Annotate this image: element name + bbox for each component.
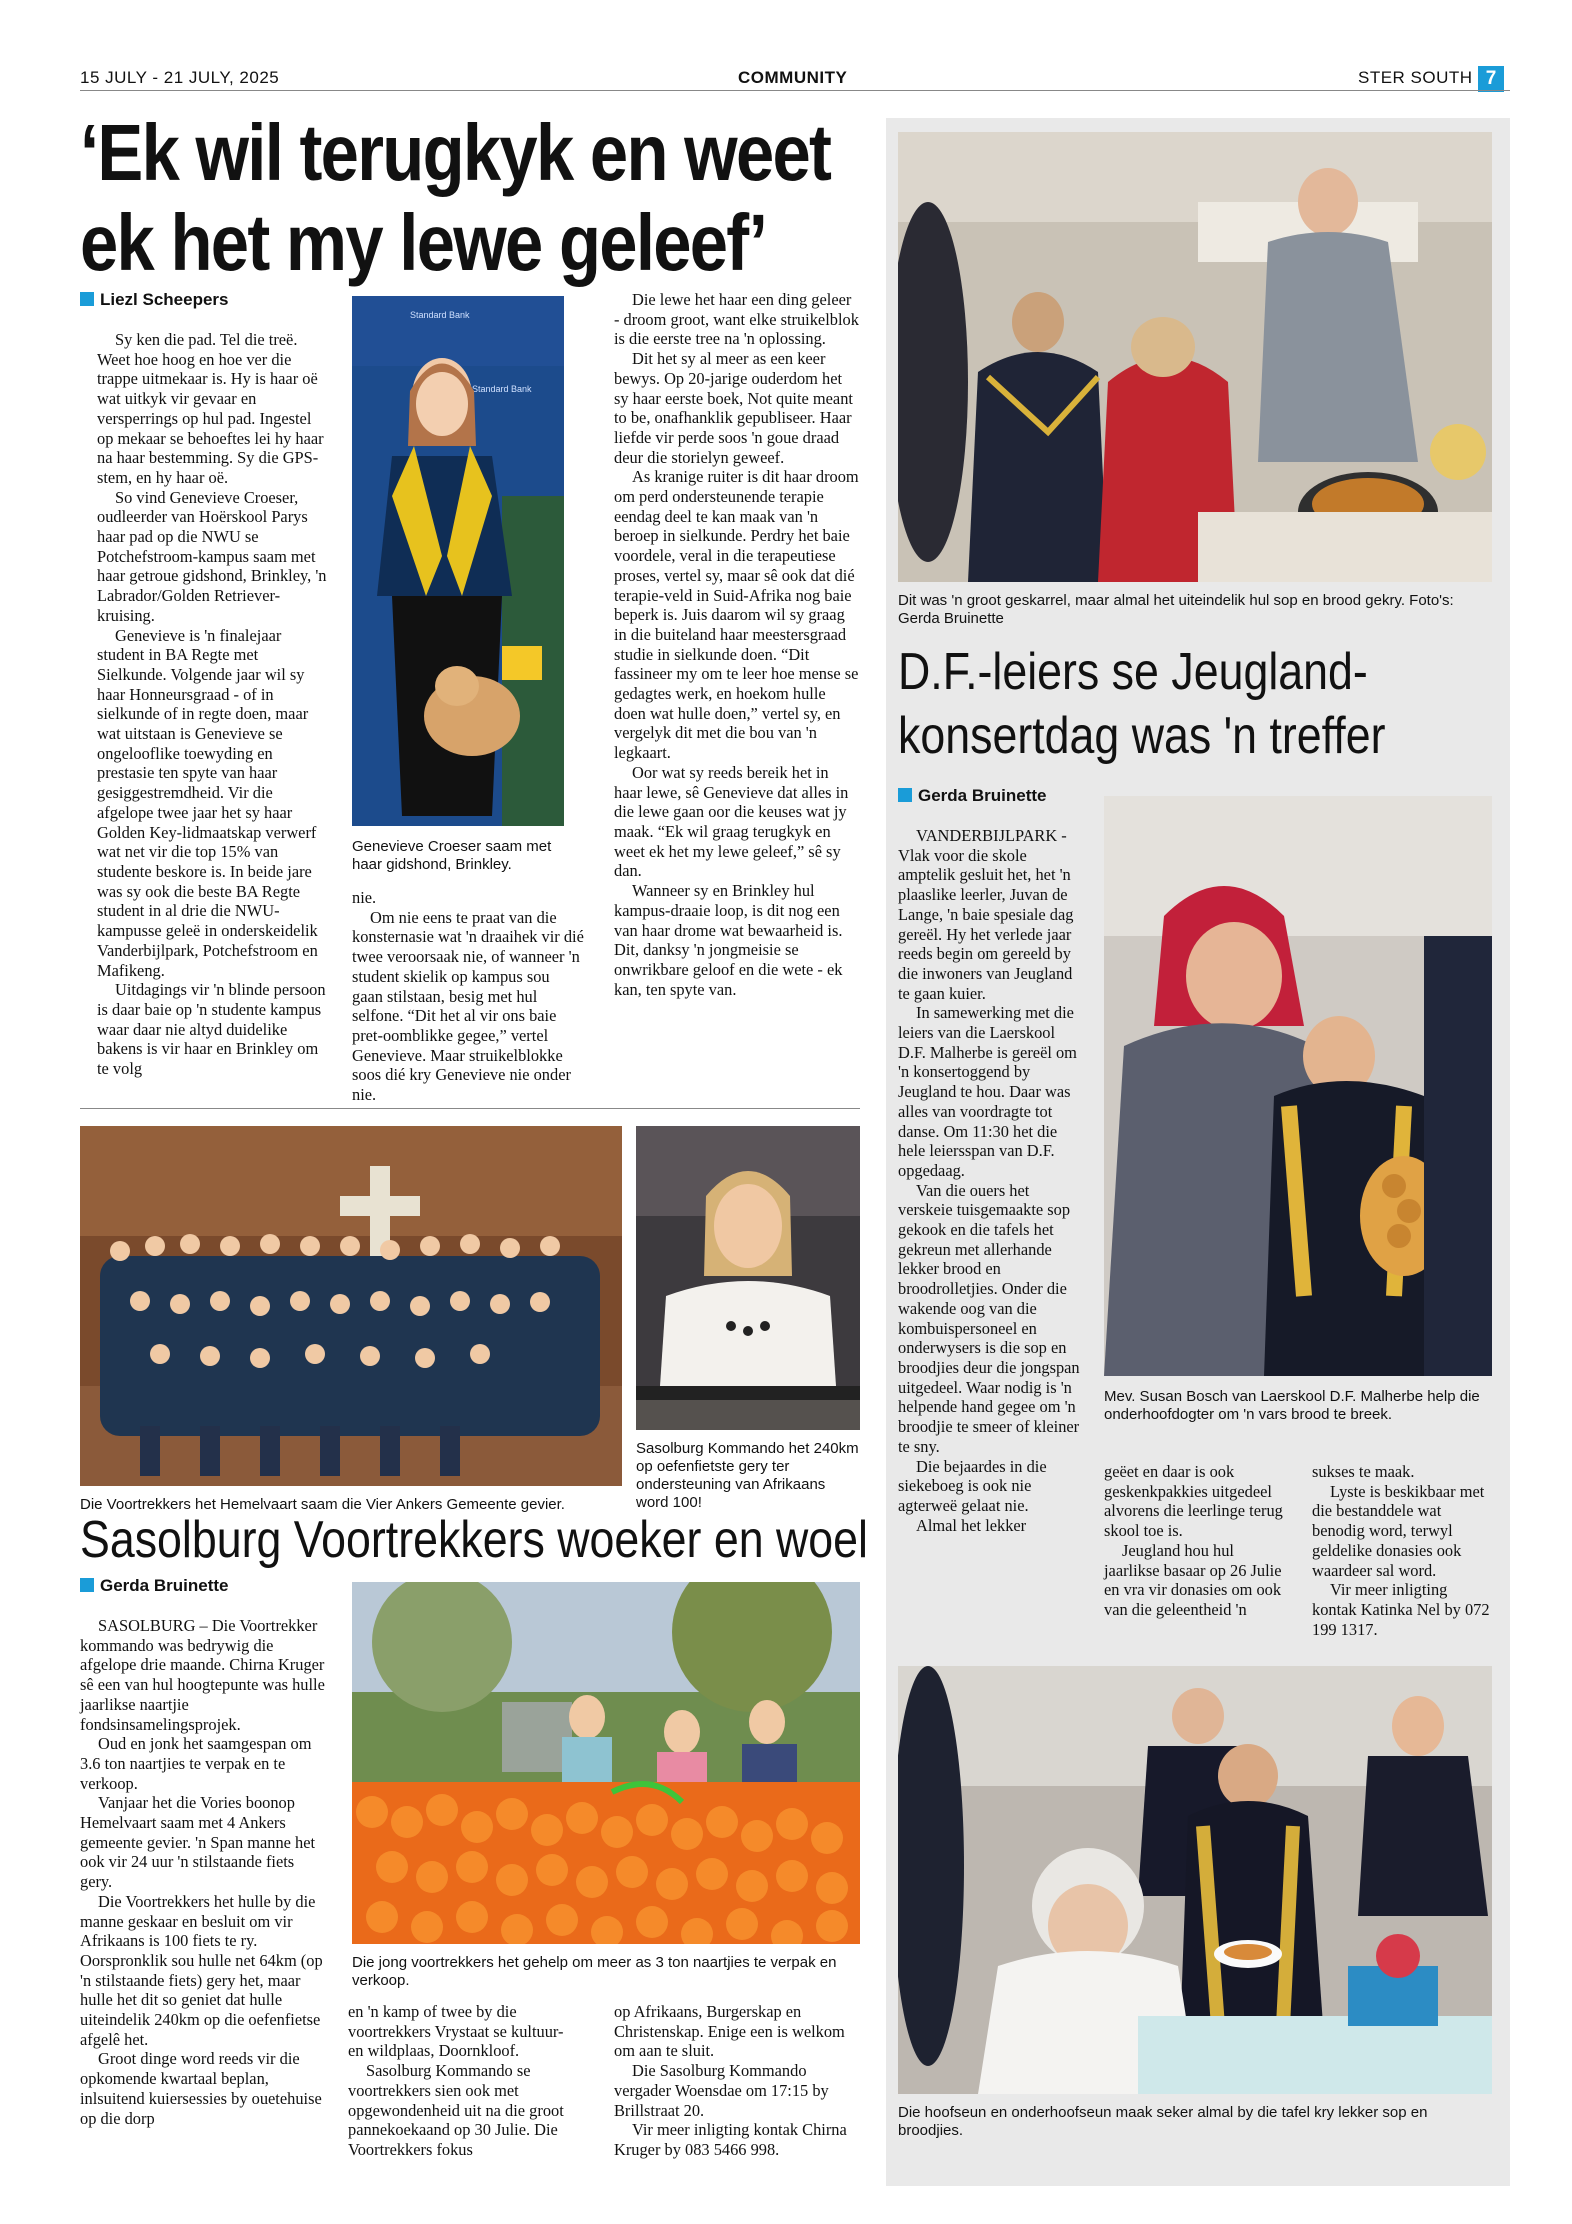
article1-byline: Liezl Scheepers — [80, 290, 229, 310]
article1-column1: Sy ken die pad. Tel die treë. Weet hoe hoog en hoe ver die trappe uitmekaar is. Hy is haar oë wat uitkyk vir gevaar en versperrings op hul pad. Ingestel op mekaar se behoeftes lei hy haar na haar bestemming. Sy die GPS-stem, en hy haar oë. So vind Genevieve Croeser, oudleerder van Hoërskool Parys haar pad op die NWU se Potchefstroom-kampus saam met haar getroue gidshond, Brinkley, 'n Labrador/Golden Retriever-kruising. Genevieve is 'n finalejaar student in BA Regte met Sielkunde. Volgende jaar wil sy haar Honneursgraad - of in sielkunde of in regte doen, maar wat uitstaan is Genevieve se ongelooflike toewyding en prestasie ten spyte van haar gesiggestremdheid. Vir die afgelope twee jaar het sy haar Golden Key-lidmaatskap verwerf wat net vir die top 15% van studente beskore is. In beide jare was sy ook die beste BA Regte student in al drie die NWU-kampusse geleë in onderskeidelik Vanderbijlpark, Potchefstroom en Mafikeng. Uitdagings vir 'n blinde persoon is daar baie op 'n studente kampus waar daar nie altyd duidelike bakens is vir haar en Brinkley om te volg — [97, 330, 327, 1079]
article3-column1: VANDERBIJLPARK - Vlak voor die skole amptelik gesluit het, het 'n plaaslike leerler, Juvan de Lange, 'n baie spesiale dag gereël. Hy het verlede jaar reeds begin om gereeld by die inwoners van Jeugland te gaan kuier. In samewerking met die leiers van die Laerskool D.F. Malherbe is gereël om 'n konsertoggend by Jeugland te hou. Daar was alles van voordragte tot danse. Om 11:30 het die hele leiersspan van D.F. opgedaag. Van die ouers het verskeie tuisgemaakte sop gekook en die tafels het gekreun met allerhande lekker brood en broodrolletjies. Onder die wakende oog van die kombuispersoneel en onderwysers is die sop en broodjies deur die jongspan uitgedeel. Waar nodig is 'n helpende hand gegee om 'n broodjie te smeer of kleiner te sny. Die bejaardes in die siekeboeg is ook nie agterweë gelaat nie. Almal het lekker — [898, 826, 1080, 1535]
oranges-photo — [352, 1582, 860, 1944]
head-boys-serving-caption: Die hoofseun en onderhoofseun maak seker almal by die tafel kry lekker sop en broodjies. — [898, 2104, 1428, 2139]
article1-headline: ‘Ek wil terugkyk en weet ek het my lewe geleef’ — [80, 108, 831, 287]
page-number: 7 — [1478, 66, 1504, 92]
svg-text:Standard Bank: Standard Bank — [472, 384, 532, 394]
article2-column2: en 'n kamp of twee by die voortrekkers Vrystaat se kultuur- en wildplaas, Doornkloof. Sasolburg Kommando se voortrekkers sien ook met opgewondenheid uit na die groot pannekoekaand op 30 Julie. Die Voortrekkers fokus — [348, 2002, 564, 2159]
header-rule — [80, 90, 1510, 91]
byline-square-icon — [80, 1578, 94, 1592]
article2-byline: Gerda Bruinette — [80, 1576, 228, 1596]
soup-serving-caption: Dit was 'n groot geskarrel, maar almal het uiteindelik hul sop en brood gekry. Foto's: Gerda Bruinette — [898, 592, 1454, 627]
article-divider — [80, 1108, 860, 1109]
article3-byline: Gerda Bruinette — [898, 786, 1046, 806]
head-boys-serving-photo — [898, 1666, 1492, 2094]
paper-name: STER SOUTH — [1358, 68, 1473, 87]
section-name: COMMUNITY — [738, 68, 848, 87]
voortrekkers-group-photo — [80, 1126, 622, 1486]
article2-headline: Sasolburg Voortrekkers woeker en woel — [80, 1511, 868, 1569]
byline-square-icon — [898, 788, 912, 802]
article3-column2: geëet en daar is ook geskenkpakkies uitgedeel alvorens die leerlinge terug skool toe is. Jeugland hou hul jaarlikse basaar op 26 Julie en vra vir donasies om ook van die geleentheid 'n — [1104, 1462, 1283, 1619]
article2-column1: SASOLBURG – Die Voortrekker kommando was bedrywig die afgelope drie maande. Chirna Kruger sê een van hul hoogtepunte was hulle jaarlikse naartjie fondsinsamelingsprojek. Oud en jonk het saamgespan om 3.6 ton naartjies te verpak en te verkoop. Vanjaar het die Vories boonop Hemelvaart saam met 4 Ankers gemeente gevier. 'n Span manne het ook vir 24 uur 'n stilstaande fiets gery. Die Voortrekkers het hulle by die manne geskaar en besluit om vir Afrikaans is 100 fiets te ry. Oorspronklik sou hulle net 64km (op 'n stilstaande fiets) gery het, maar hulle het dit so geniet dat hulle uiteindelik 240km op die oefenfietse afgelê het. Groot dinge word reeds vir die opkomende kwartaal beplan, inlsuitend kuiersessies by ouetehuise op die dorp — [80, 1616, 325, 2128]
cycling-girl-caption: Sasolburg Kommando het 240km op oefenfietste gery ter ondersteuning van Afrikaans word 100! — [636, 1440, 859, 1511]
issue-date: 15 JULY - 21 JULY, 2025 — [80, 68, 280, 87]
bread-breaking-caption: Mev. Susan Bosch van Laerskool D.F. Malherbe help die onderhoofdogter om 'n vars brood te breek. — [1104, 1388, 1480, 1423]
article1-column2: nie. Om nie eens te praat van die konsternasie wat 'n draaihek vir dié twee veroorsaak nie, of wanneer 'n student skielik op kampus sou gaan stilstaan, besig met hul selfone. “Dit het al vir ons baie pret-oomblikke gegee,” vertel Genevieve. Maar struikelblokke soos dié kry Genevieve nie onder nie. — [352, 888, 584, 1105]
bread-breaking-photo — [1104, 796, 1492, 1376]
article2-column3: op Afrikaans, Burgerskap en Christenskap. Enige een is welkom om aan te sluit. Die Sasolburg Kommando vergader Woensdae om 17:15 by Brillstraat 20. Vir meer inligting kontak Chirna Kruger by 083 5466 998. — [614, 2002, 847, 2159]
byline-square-icon — [80, 292, 94, 306]
genevieve-photo-caption: Genevieve Croeser saam met haar gidshond, Brinkley. — [352, 838, 552, 873]
cycling-girl-photo — [636, 1126, 860, 1430]
soup-serving-photo — [898, 132, 1492, 582]
genevieve-photo — [352, 296, 564, 826]
voortrekkers-group-caption: Die Voortrekkers het Hemelvaart saam die Vier Ankers Gemeente gevier. — [80, 1496, 565, 1513]
oranges-caption: Die jong voortrekkers het gehelp om meer as 3 ton naartjies te verpak en verkoop. — [352, 1954, 837, 1989]
svg-text:Standard Bank: Standard Bank — [410, 310, 470, 320]
article1-column3: Die lewe het haar een ding geleer - droom groot, want elke struikelblok is die eerste tree na 'n oplossing. Dit het sy al meer as een keer bewys. Op 20-jarige ouderdom het sy haar eerste boek, Not quite meant to be, onafhanklik gepubliseer. Haar liefde vir perde soos 'n goue draad deur die storielyn geweef. As kranige ruiter is dit haar droom om perd ondersteunende terapie eendag deel te kan maak van 'n beroep in sielkunde. Perdry het baie voordele, veral in die terapeutiese proses, vertel sy, maar sê ook dat dié terapie-veld in Suid-Afrika nog baie beperk is. Juis daarom wil sy graag in die buiteland haar meestersgraad studie in sielkunde doen. “Dit fassineer my om te leer hoe mense se gedagtes werk, en hoekom hulle doen wat hulle doen,” vertel sy, en vergelyk dit met die bou van 'n legkaart. Oor wat sy reeds bereik het in haar lewe, sê Genevieve dat alles in die lewe gaan oor die keuses wat jy maak. “Ek wil graag terugkyk en weet ek het my lewe geleef,” sê sy dan. Wanneer sy en Brinkley hul kampus-draaie loop, is dit nog een van haar drome wat bewaarheid is. Dit, danksy 'n jongmeisie se onwrikbare geloof en die wete - ek kan, ten spyte van. — [614, 290, 859, 999]
article3-headline: D.F.-leiers se Jeugland- konsertdag was 'n treffer — [898, 643, 1386, 765]
article3-column3: sukses te maak. Lyste is beskikbaar met die bestanddele wat benodig word, terwyl geldelike donasies ook waardeer sal word. Vir meer inligting kontak Katinka Nel by 072 199 1317. — [1312, 1462, 1490, 1639]
